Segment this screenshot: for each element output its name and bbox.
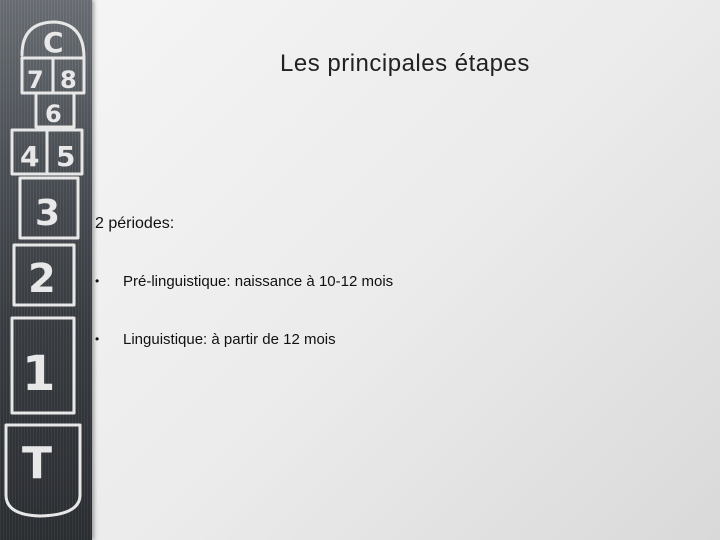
svg-text:2: 2 <box>28 256 56 302</box>
bullet-list <box>95 270 393 386</box>
bullet-icon: • <box>95 332 100 346</box>
svg-text:8: 8 <box>60 66 77 94</box>
svg-text:1: 1 <box>22 346 56 402</box>
svg-text:3: 3 <box>35 193 61 234</box>
svg-text:T: T <box>22 438 53 489</box>
svg-text:7: 7 <box>27 66 44 94</box>
bullet-text: Pré-linguistique: naissance à 10-12 mois <box>123 272 394 290</box>
slide-title: Les principales étapes <box>280 50 530 77</box>
svg-text:5: 5 <box>56 140 76 173</box>
bullet-text: Linguistique: à partir de 12 mois <box>123 330 336 348</box>
list-item <box>95 270 393 292</box>
list-item <box>95 328 393 350</box>
bullet-icon: • <box>95 274 100 288</box>
hopscotch-chalk-photo-icon <box>0 0 92 540</box>
intro-text: 2 périodes: <box>95 215 175 232</box>
svg-text:6: 6 <box>45 100 62 128</box>
chalk-label-c: C <box>43 26 64 59</box>
svg-text:4: 4 <box>20 140 40 173</box>
